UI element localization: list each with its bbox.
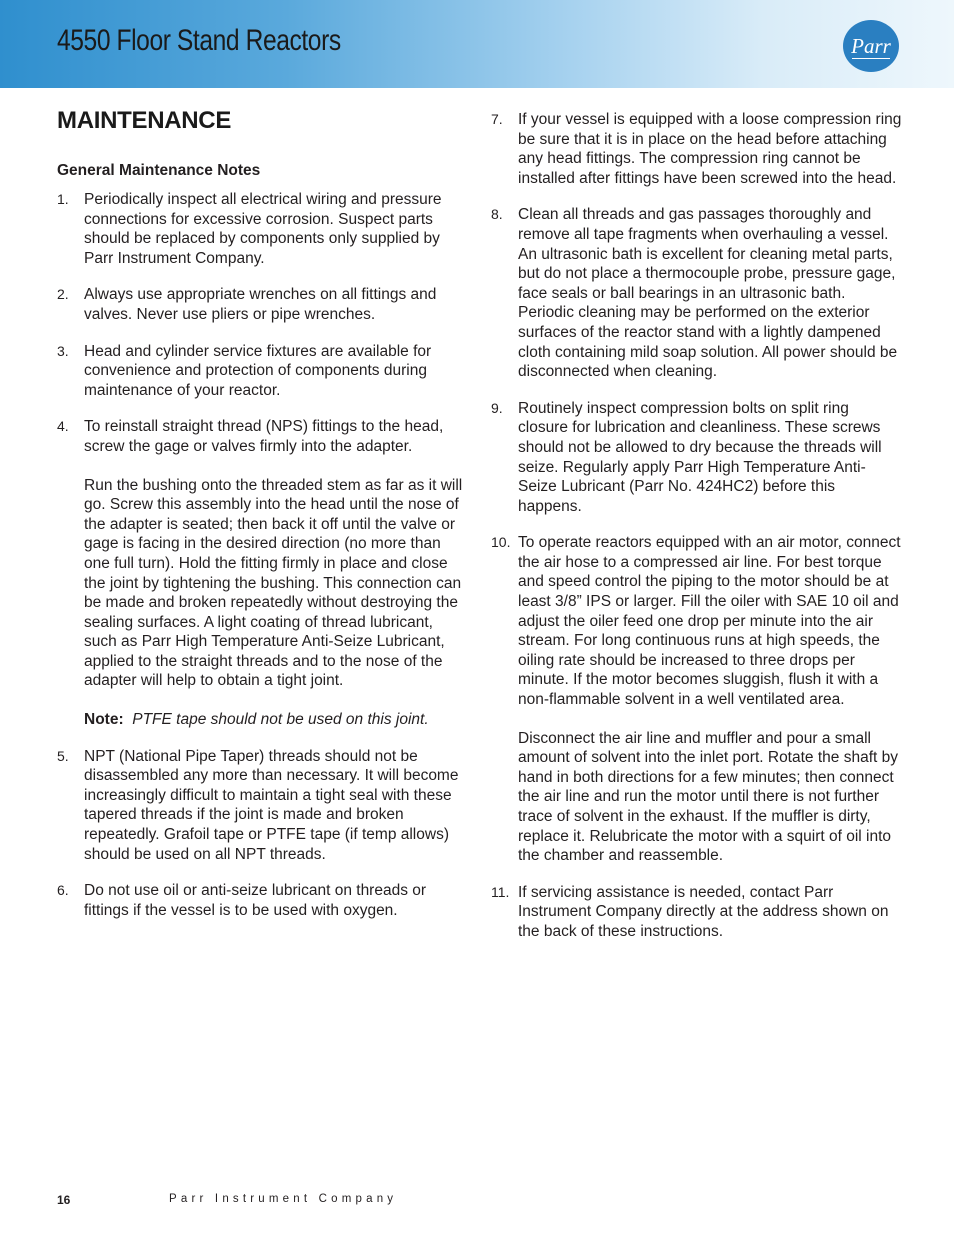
item-number: 7.: [491, 111, 503, 127]
logo-underline: [852, 58, 890, 59]
list-item: [57, 747, 467, 865]
footer-company: Parr Instrument Company: [169, 1193, 398, 1205]
item-text: If servicing assistance is needed, contact Parr Instrument Company directly at the address shown on the back of these instructions.: [518, 883, 889, 940]
section-title: MAINTENANCE: [57, 107, 232, 134]
item-text: Do not use oil or anti-seize lubricant on threads or fittings if the vessel is to be used with oxygen.: [84, 882, 427, 919]
list-item: [491, 533, 903, 866]
right-column: [491, 110, 903, 959]
item-number: 10.: [491, 534, 511, 551]
item-number: 9.: [491, 399, 503, 416]
section-subtitle: General Maintenance Notes: [57, 162, 261, 179]
item-text: NPT (National Pipe Taper) threads should not be disassembled any more than necessary. It will become increasingly difficult to maintain a tight seal with these tapered threads if the joint is made and broken repeatedly. Grafoil tape or PTFE tape (if temp allows) should be used on all NPT threads.: [84, 747, 459, 863]
list-item: [491, 883, 903, 942]
item-number: 2.: [57, 286, 69, 303]
item-number: 5.: [57, 747, 69, 764]
list-item: [57, 190, 467, 268]
item-text: Routinely inspect compression bolts on split ring closure for lubrication and cleanliness. These screws should not be allowed to dry because the threads will seize. Regularly apply Parr High Temperature Anti-Seize Lubricant (Parr No. 424HC2) before this happens.: [518, 399, 882, 515]
item-number: 3.: [57, 342, 69, 359]
item-number: 8.: [491, 206, 503, 223]
item-text: Always use appropriate wrenches on all fittings and valves. Never use pliers or pipe wrenches.: [84, 286, 437, 323]
item-text: Clean all threads and gas passages thoroughly and remove all tape fragments when overhauling a vessel. An ultrasonic bath is excellent for cleaning metal parts, but do not place a thermocouple probe, pressure gage, face seals or ball bearings in an ultrasonic bath. Periodic cleaning may be performed on the exterior surfaces of the reactor stand with a lightly dampened cloth containing mild soap solution. All power should be disconnected when cleaning.: [518, 206, 898, 381]
list-item: [491, 205, 903, 381]
note-label: Note:: [84, 711, 124, 729]
list-item: [57, 342, 467, 401]
list-item: [57, 881, 467, 920]
page-number: 16: [57, 1193, 71, 1207]
item-number: 1.: [57, 191, 69, 207]
item-number: 6.: [57, 882, 69, 899]
item-number: 11.: [491, 883, 510, 900]
item-text-continued: Disconnect the air line and muffler and pour a small amount of solvent into the inlet port. Rotate the shaft by hand in both directions for a few minutes; then connect the air line and run the motor until there is not further trace of solvent in the exhaust. If the muffler is dirty, replace it. Relubricate the motor with a squirt of oil into the chamber and reassemble.: [518, 729, 898, 865]
item-text: To reinstall straight thread (NPS) fittings to the head, screw the gage or valves firmly into the adapter.: [84, 418, 444, 455]
item-text-continued: Run the bushing onto the threaded stem as far as it will go. Screw this assembly into the head until the nose of the adapter is seated; then back it off until the valve or gage is facing in the desired direction (no more than one full turn). Hold the fitting firmly in place and close the joint by tightening the bushing. This connection can be made and broken repeatedly without destroying the sealing surfaces. A light coating of thread lubricant, such as Parr High Temperature Anti-Seize Lubricant, applied to the straight threads and to the nose of the adapter will help to obtain a tight joint.: [84, 476, 463, 690]
document-title: 4550 Floor Stand Reactors: [57, 24, 341, 57]
list-item: [57, 417, 467, 729]
parr-logo-icon: [843, 20, 899, 72]
list-item: [57, 285, 467, 324]
page-footer: [57, 1193, 398, 1207]
logo-text: Parr: [851, 33, 891, 58]
item-text: If your vessel is equipped with a loose compression ring be sure that it is in place on the head before attaching any head fittings. The compression ring cannot be installed after fittings have been screwed into the head.: [518, 111, 902, 187]
list-item: [491, 110, 903, 188]
list-item: [491, 399, 903, 517]
item-note: [84, 710, 467, 730]
item-number: 4.: [57, 418, 69, 435]
item-text: To operate reactors equipped with an air motor, connect the air hose to a compressed air line. For best torque and speed control the piping to the motor should be at least 3/8” IPS or larger. Fill the oiler with SAE 10 oil and adjust the oiler feed one drop per minute into the air stream. For long continuous runs at high speeds, the oiling rate should be increased to three drops per minute. If the motor becomes sluggish, flush it with a non-flammable solvent in a well ventilated area.: [518, 534, 901, 709]
note-text: PTFE tape should not be used on this joint.: [132, 711, 429, 729]
item-text: Periodically inspect all electrical wiring and pressure connections for excessive corrosion. Suspect parts should be replaced by components only supplied by Parr Instrument Company.: [84, 191, 442, 267]
page-header-banner: [0, 0, 954, 88]
left-column: [57, 190, 467, 937]
item-text: Head and cylinder service fixtures are available for convenience and protection of components during maintenance of your reactor.: [84, 342, 432, 399]
